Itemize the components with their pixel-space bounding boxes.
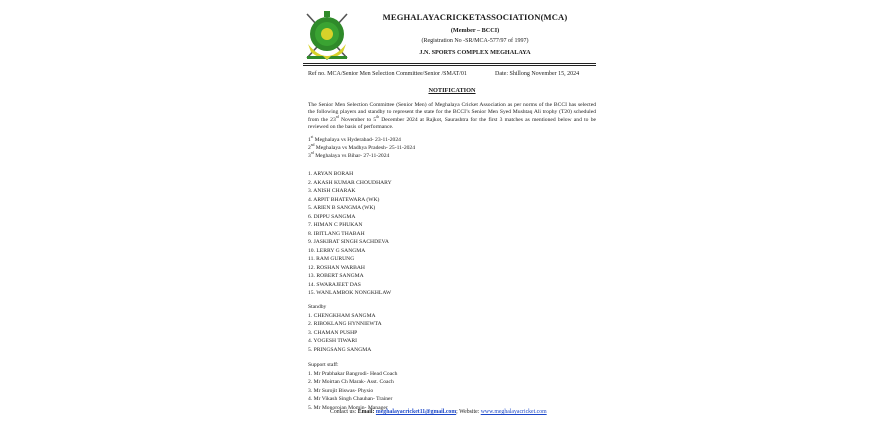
support-heading: Support staff: [308, 362, 339, 368]
standby-item: 5. PRINGSANG SANGMA [308, 346, 372, 353]
org-registration: (Registration No -SR/MCA-577/97 of 1997) [421, 38, 529, 44]
notice-date: Date: Shillong November 15, 2024 [495, 71, 580, 77]
notification-title: NOTIFICATION [428, 87, 476, 94]
match-line: 1st Meghalaya vs Hyderabad- 23-11-2024 [308, 135, 401, 143]
player-item: 9. JASKIRAT SINGH SACHDEVA [308, 239, 389, 245]
mca-logo-icon [303, 8, 351, 64]
website-label: ; Website: [456, 409, 481, 415]
standby-heading: Standby [308, 304, 327, 310]
player-item: 8. IBITLANG THABAH [308, 230, 365, 237]
reference-number: Ref no. MCA/Senior Men Selection Committee/Senior /SMAT/01 [308, 71, 467, 77]
player-item: 5. ARIEN B SANGMA (WK) [308, 205, 376, 211]
player-item: 1. ARYAN BORAH [308, 171, 354, 177]
player-item: 4. ARPIT BHATEWARA (WK) [308, 196, 380, 203]
standby-item: 3. CHAMAN PUSHP [308, 329, 358, 336]
player-item: 14. SWARAJEET DAS [308, 281, 361, 288]
email-link[interactable]: meghalayacricket11@gmail.com [375, 409, 457, 415]
match-line: 2nd Meghalaya vs Madhya Pradesh- 25-11-2024 [308, 143, 416, 151]
standby-item: 2. RIBOKLANG HYNNIEWTA [308, 321, 382, 327]
player-item: 10. LERRY G SANGMA [308, 247, 366, 254]
contact-prefix: Contact us: [330, 409, 358, 415]
player-item: 15. WANLAMBOK NONGKHLAW [308, 290, 392, 296]
support-item: 1. Mr Prabhakar Bangrodi- Head Coach [308, 370, 398, 377]
org-name: MEGHALAYACRICKETASSOCIATION(MCA) [382, 12, 568, 22]
player-item: 6. DIPPU SANGMA [308, 213, 356, 220]
standby-item: 4. YOGESH TIWARI [308, 338, 357, 344]
support-item: 3. Mr Surojit Biswas- Physio [308, 387, 374, 394]
support-item: 4. Mr Vikash Singh Chauhan- Trainer [308, 396, 393, 402]
player-item: 3. ANISH CHARAK [308, 188, 356, 194]
intro-paragraph: The Senior Men Selection Committee (Senior Men) of Meghalaya Cricket Association as per norms of the BCCI has selected the following players and standby to represent the state for the BCCI’s Senior Men Syed Mushtaq Ali trophy (T20) scheduled from the 23rd November to 5th December 2024 at Rajkot, Saurashtra for the first 3 matches as mentioned below and to be reviewed on the basis of performance. [308, 102, 596, 130]
org-venue: J.N. SPORTS COMPLEX MEGHALAYA [419, 49, 531, 56]
header-divider [303, 63, 596, 64]
contact-line [330, 409, 547, 415]
player-item: 11. RAM GURUNG [308, 256, 355, 262]
player-item: 12. ROSHAN WARBAH [308, 264, 365, 271]
support-item: 5. Mr Monorojan Momin- Manager [308, 404, 388, 411]
website-link[interactable]: www.meghalayacricket.com [480, 409, 547, 415]
player-item: 7. HIMAN C PHUKAN [308, 222, 363, 228]
org-membership: (Member – BCCI) [450, 27, 500, 34]
player-item: 2. AKASH KUMAR CHOUDHARY [308, 179, 392, 186]
email-label: Email: [357, 409, 376, 415]
header-divider-2 [303, 65, 596, 66]
support-item: 2. Mr Moirtan Ch Marak- Asst. Coach [308, 379, 394, 385]
player-item: 13. ROBERT SANGMA [308, 273, 364, 279]
standby-item: 1. CHENGKHAM SANGMA [308, 312, 376, 319]
match-line: 3rd Meghalaya vs Bihar- 27-11-2024 [308, 151, 390, 159]
